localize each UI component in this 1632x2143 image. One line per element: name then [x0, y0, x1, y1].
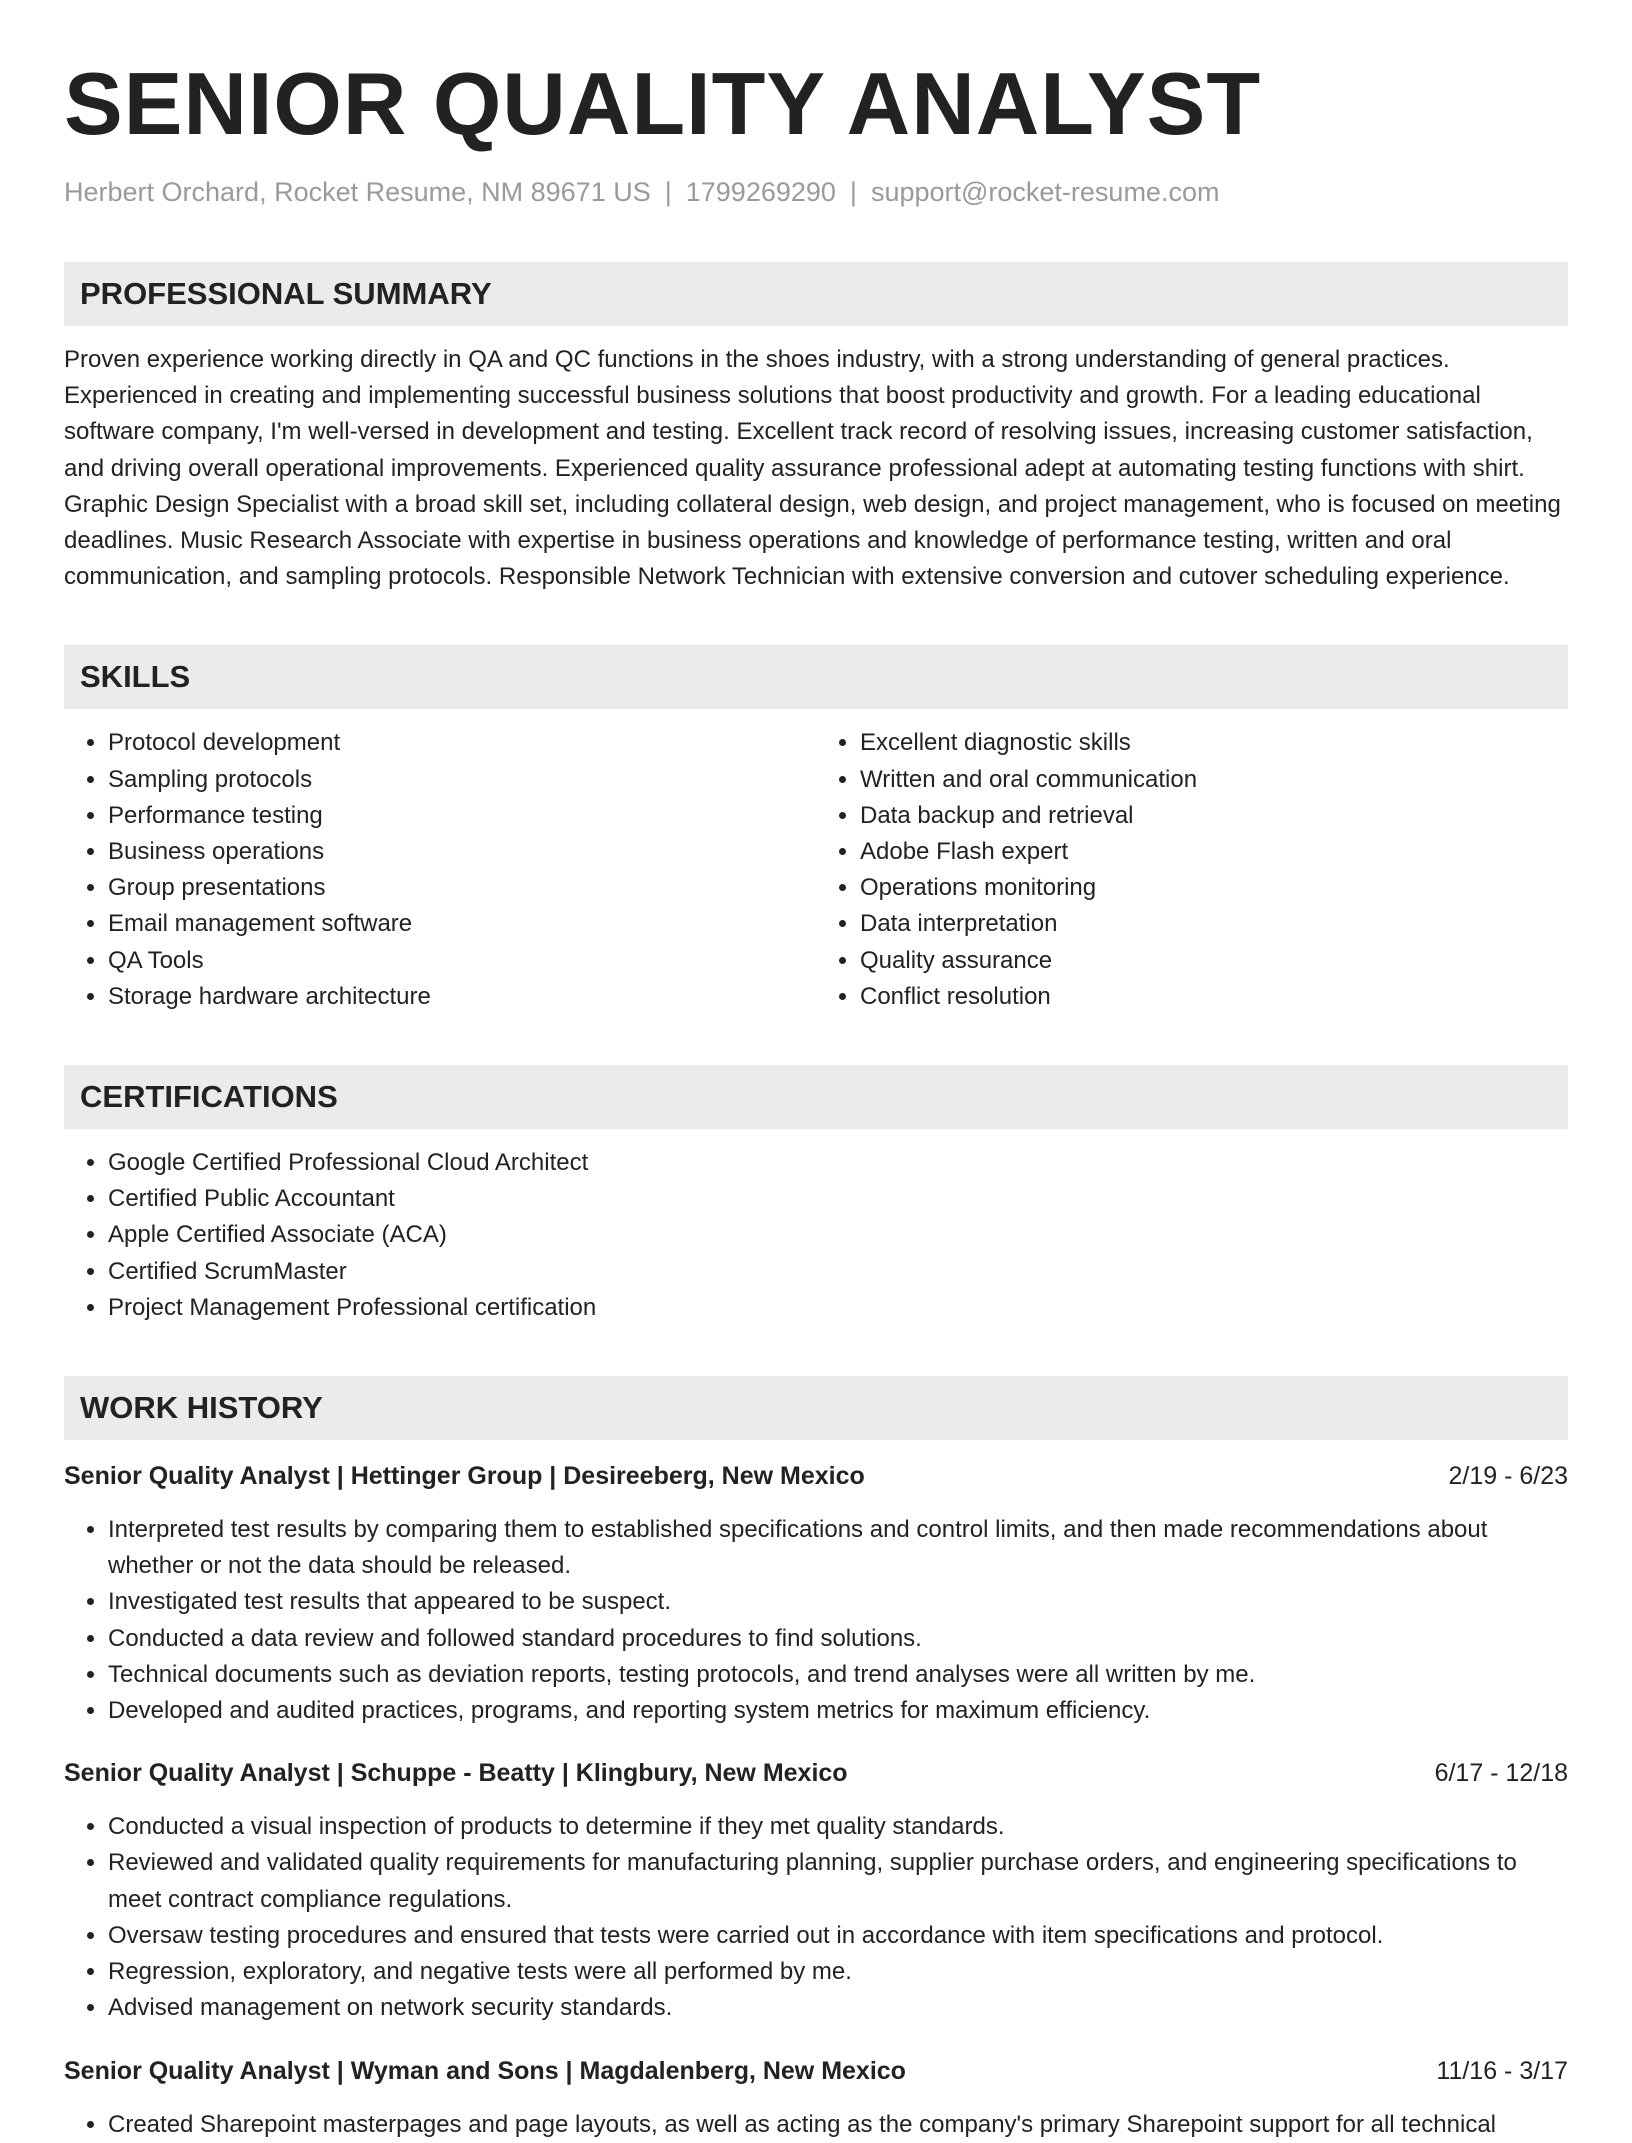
section-heading-summary: PROFESSIONAL SUMMARY — [64, 262, 1568, 326]
job-bullet: • Investigated test results that appeared to be suspect. — [108, 1584, 1568, 1620]
job-header — [64, 2053, 1568, 2089]
job-bullet: • Advised management on network security standards. — [108, 1990, 1568, 2026]
skill-item: • QA Tools — [108, 943, 816, 979]
job-header — [64, 1458, 1568, 1494]
job-dates: 11/16 - 3/17 — [1436, 2056, 1568, 2085]
skill-item: • Storage hardware architecture — [108, 979, 816, 1015]
contact-separator: | — [664, 177, 672, 207]
job-bullet: • Created Sharepoint masterpages and page layouts, as well as acting as the company's primary Sharepoint support for all technical — [108, 2107, 1568, 2143]
contact-line — [64, 174, 1568, 210]
section-heading-certifications: CERTIFICATIONS — [64, 1065, 1568, 1129]
job-entry — [64, 1755, 1568, 2026]
job-title: Senior Quality Analyst | Hettinger Group | Desireeberg, New Mexico — [64, 1462, 865, 1491]
job-dates: 6/17 - 12/18 — [1434, 1759, 1568, 1788]
contact-address: Herbert Orchard, Rocket Resume, NM 89671 US — [64, 177, 651, 207]
skill-item: • Sampling protocols — [108, 762, 816, 798]
section-heading-work-history: WORK HISTORY — [64, 1376, 1568, 1440]
job-entry — [64, 1458, 1568, 1729]
section-heading-skills: SKILLS — [64, 645, 1568, 709]
job-header — [64, 1755, 1568, 1791]
job-title: Senior Quality Analyst | Wyman and Sons | Magdalenberg, New Mexico — [64, 2056, 906, 2085]
skill-item: • Data interpretation — [860, 906, 1568, 942]
job-bullet: • Interpreted test results by comparing them to established specifications and control limits, and then made recommendations about whether or not the data should be released. — [108, 1512, 1568, 1584]
skill-item: • Data backup and retrieval — [860, 798, 1568, 834]
job-bullet: • Oversaw testing procedures and ensured that tests were carried out in accordance with item specifications and protocol. — [108, 1918, 1568, 1954]
job-bullet: • Technical documents such as deviation reports, testing protocols, and trend analyses were all written by me. — [108, 1657, 1568, 1693]
contact-phone: 1799269290 — [685, 177, 836, 207]
skill-item: • Excellent diagnostic skills — [860, 725, 1568, 761]
job-bullet: • Regression, exploratory, and negative tests were all performed by me. — [108, 1954, 1568, 1990]
job-dates: 2/19 - 6/23 — [1448, 1462, 1568, 1491]
contact-separator: | — [849, 177, 857, 207]
certification-item: • Google Certified Professional Cloud Architect — [108, 1145, 1568, 1181]
certification-item: • Apple Certified Associate (ACA) — [108, 1217, 1568, 1253]
skill-item: • Written and oral communication — [860, 762, 1568, 798]
skill-item: • Business operations — [108, 834, 816, 870]
skill-item: • Conflict resolution — [860, 979, 1568, 1015]
skill-item: • Adobe Flash expert — [860, 834, 1568, 870]
skill-item: • Quality assurance — [860, 943, 1568, 979]
summary-text: Proven experience working directly in QA and QC functions in the shoes industry, with a strong understanding of general practices. Experienced in creating and implementing successful business solutions that boost productivity and growth. For a leading educational software company, I'm well-versed in development and testing. Excellent track record of resolving issues, increasing customer satisfaction, and driving overall operational improvements. Experienced quality assurance professional adept at automating testing functions with shirt. Graphic Design Specialist with a broad skill set, including collateral design, web design, and project management, who is focused on meeting deadlines. Music Research Associate with expertise in business operations and knowledge of performance testing, written and oral communication, and sampling protocols. Responsible Network Technician with extensive conversion and cutover scheduling experience. — [64, 346, 1561, 591]
job-title: Senior Quality Analyst | Schuppe - Beatty | Klingbury, New Mexico — [64, 1759, 848, 1788]
skill-item: • Email management software — [108, 906, 816, 942]
job-bullet: • Conducted a visual inspection of products to determine if they met quality standards. — [108, 1809, 1568, 1845]
job-bullets — [64, 1512, 1568, 1729]
contact-email: support@rocket-resume.com — [870, 177, 1220, 207]
skill-item: • Operations monitoring — [860, 870, 1568, 906]
certification-item: • Certified ScrumMaster — [108, 1254, 1568, 1290]
candidate-title: SENIOR QUALITY ANALYST — [64, 54, 1262, 153]
skill-item: • Group presentations — [108, 870, 816, 906]
certifications-list — [64, 1145, 1568, 1326]
certification-item: • Certified Public Accountant — [108, 1181, 1568, 1217]
job-entry — [64, 2053, 1568, 2143]
skills-column-right — [816, 725, 1568, 1015]
job-bullet: • Developed and audited practices, programs, and reporting system metrics for maximum efficiency. — [108, 1693, 1568, 1729]
job-bullet: • Reviewed and validated quality requirements for manufacturing planning, supplier purchase orders, and engineering specifications to meet contract compliance regulations. — [108, 1845, 1568, 1917]
skills-column-left — [64, 725, 816, 1015]
skills-list — [64, 725, 1568, 1015]
certification-item: • Project Management Professional certification — [108, 1290, 1568, 1326]
job-bullets — [64, 1809, 1568, 2026]
job-bullet: • Conducted a data review and followed standard procedures to find solutions. — [108, 1621, 1568, 1657]
skill-item: • Protocol development — [108, 725, 816, 761]
skill-item: • Performance testing — [108, 798, 816, 834]
